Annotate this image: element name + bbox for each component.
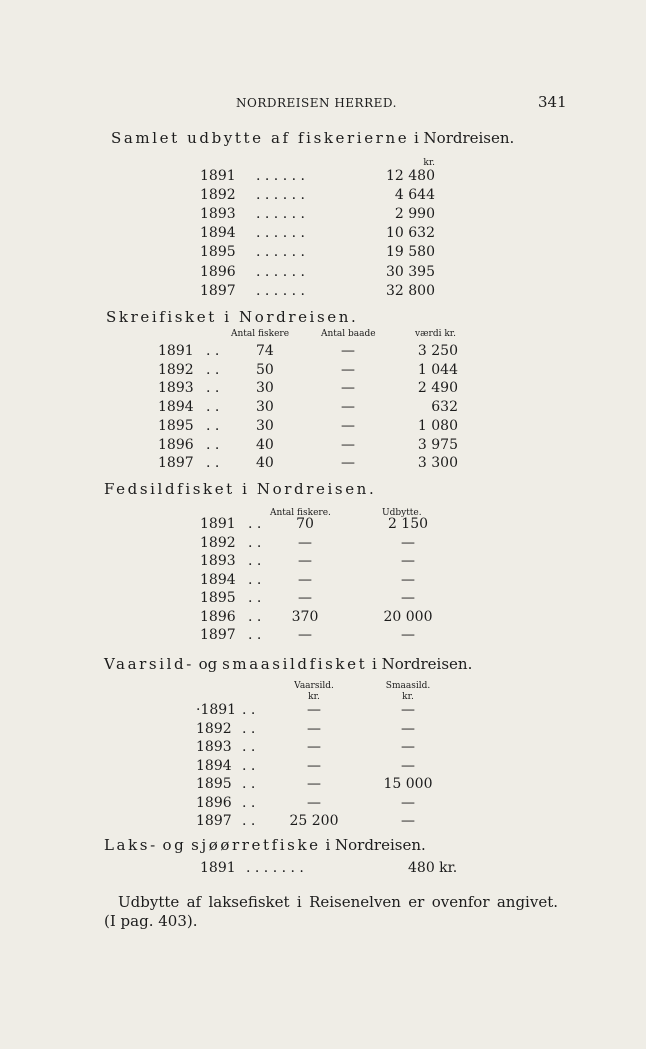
value-cell: 32 800 (386, 282, 435, 299)
vaarsild-cell: — (307, 776, 321, 792)
value-cell: 2 490 (417, 380, 458, 397)
title-spaced: Skreifisket i Nordreisen. (106, 308, 359, 326)
year-cell: 1895 (200, 590, 236, 606)
footer-line-1 (118, 893, 558, 911)
leader-dots: . . (242, 813, 256, 829)
col-udbytte: Udbytte. (382, 508, 422, 518)
leader-dots: . . (248, 590, 262, 606)
fishers-cell: 40 (256, 455, 274, 472)
leader-dots: . . . . . . (256, 206, 305, 223)
title-a: Laks- (104, 836, 158, 854)
year-cell: 1892 (200, 187, 236, 204)
vaarsild-cell: — (307, 720, 321, 737)
value-cell: 12 480 (386, 168, 435, 184)
year-cell: 1891 (200, 168, 236, 184)
leader-dots: . . (248, 608, 262, 625)
year-cell: 1895 (196, 776, 232, 792)
vaarsild-cell: — (307, 739, 321, 755)
year-cell: ·1891 (196, 702, 237, 718)
unit-vaarsild: kr. (308, 692, 320, 702)
word: af (186, 893, 202, 911)
fishers-cell: 70 (296, 516, 314, 532)
laks-year: 1891 (200, 860, 236, 876)
section-title-samlet (111, 129, 514, 147)
year-cell: 1891 (158, 343, 194, 359)
leader-dots: . . (242, 776, 256, 792)
smaasild-cell: — (401, 702, 415, 718)
leader-dots: . . . . . . (256, 187, 305, 204)
leader-dots: . . (242, 702, 256, 718)
vaarsild-cell: — (307, 794, 321, 811)
yield-cell: — (401, 627, 415, 643)
fishers-cell: — (298, 534, 312, 551)
word: angivet. (496, 893, 558, 911)
col-smaasild: Smaasild. (385, 681, 431, 691)
leader-dots: . . (206, 436, 220, 453)
col-vaerdi: værdi kr. (415, 329, 456, 339)
title-b: sjøørretfiske (191, 836, 321, 854)
word: er (408, 893, 425, 911)
year-cell: 1895 (200, 244, 236, 261)
fishers-cell: — (298, 553, 312, 569)
value-cell: 2 990 (394, 206, 435, 223)
yield-cell: — (401, 534, 415, 551)
leader-dots: . . . . . . (256, 282, 305, 299)
year-cell: 1893 (158, 380, 194, 397)
year-cell: 1894 (196, 757, 232, 774)
fishers-cell: 370 (291, 608, 319, 625)
leader-dots: . . (242, 739, 256, 755)
fishers-cell: — (298, 627, 312, 643)
year-cell: 1896 (196, 794, 232, 811)
fishers-cell: 30 (256, 417, 274, 434)
page-number: 341 (538, 93, 567, 111)
year-cell: 1896 (200, 263, 236, 280)
year-cell: 1895 (158, 417, 194, 434)
leader-dots: . . (206, 343, 220, 359)
leader-dots: . . (242, 720, 256, 737)
boats-cell: — (341, 361, 355, 378)
title-b: smaasildfisket (222, 655, 368, 673)
title-a: Vaarsild- (104, 655, 194, 673)
value-cell: 4 644 (394, 187, 435, 204)
year-cell: 1892 (158, 361, 194, 378)
yield-cell: — (401, 590, 415, 606)
col-antal-fiskere: Antal fiskere. (270, 508, 331, 518)
leader-dots: . . (248, 534, 262, 551)
value-cell: 10 632 (386, 225, 435, 242)
word: Udbytte (118, 893, 180, 911)
year-cell: 1893 (200, 553, 236, 569)
leader-dots: . . (248, 516, 262, 532)
title-rest: i Nordreisen. (413, 129, 515, 147)
leader-dots: . . (206, 455, 220, 472)
year-cell: 1894 (200, 225, 236, 242)
yield-cell: 2 150 (387, 516, 429, 532)
year-cell: 1893 (200, 206, 236, 223)
boats-cell: — (341, 455, 355, 472)
value-cell: 19 580 (386, 244, 435, 261)
title-rest: i Nordreisen. (372, 655, 473, 673)
section-title-laks (104, 836, 426, 854)
vaarsild-cell: — (307, 702, 321, 718)
leader-dots: . . (206, 361, 220, 378)
value-cell: 3 250 (417, 343, 458, 359)
col-antal-fiskere: Antal fiskere (231, 329, 290, 339)
vaarsild-cell: 25 200 (289, 813, 339, 829)
section-title-vaarsild (104, 655, 472, 673)
laks-dots: . . . . . . . (246, 860, 304, 876)
year-cell: 1896 (200, 608, 236, 625)
leader-dots: . . (206, 380, 220, 397)
title-spaced: Fedsildfisket i Nordreisen. (104, 480, 377, 498)
leader-dots: . . (248, 571, 262, 588)
col-antal-baade: Antal baade (321, 329, 376, 339)
value-cell: 3 975 (417, 436, 458, 453)
smaasild-cell: — (401, 757, 415, 774)
running-title: NORDREISEN HERRED. (236, 96, 397, 110)
fishers-cell: — (298, 590, 312, 606)
title-og: og (162, 836, 187, 854)
leader-dots: . . (248, 553, 262, 569)
year-cell: 1896 (158, 436, 194, 453)
smaasild-cell: — (401, 720, 415, 737)
boats-cell: — (341, 343, 355, 359)
leader-dots: . . (242, 757, 256, 774)
fishers-cell: 50 (256, 361, 274, 378)
section-title-skreifisket (106, 308, 358, 326)
fishers-cell: 74 (256, 343, 274, 359)
title-rest: i Nordreisen. (325, 836, 426, 854)
vaarsild-cell: — (307, 757, 321, 774)
fishers-cell: — (298, 571, 312, 588)
boats-cell: — (341, 417, 355, 434)
value-cell: 30 395 (386, 263, 435, 280)
boats-cell: — (341, 436, 355, 453)
year-cell: 1893 (196, 739, 232, 755)
smaasild-cell: — (401, 813, 415, 829)
boats-cell: — (341, 399, 355, 416)
value-cell: 1 044 (417, 361, 458, 378)
value-cell: 632 (431, 399, 458, 416)
value-cell: 3 300 (417, 455, 458, 472)
year-cell: 1892 (196, 720, 232, 737)
unit-smaasild: kr. (402, 692, 414, 702)
yield-cell: 20 000 (383, 608, 433, 625)
unit-label: kr. (423, 158, 435, 168)
col-vaarsild: Vaarsild. (294, 681, 334, 691)
value-cell: 1 080 (417, 417, 458, 434)
word: Reisenelven (309, 893, 401, 911)
year-cell: 1894 (200, 571, 236, 588)
year-cell: 1897 (200, 282, 236, 299)
leader-dots: . . . . . . (256, 225, 305, 242)
leader-dots: . . . . . . (256, 263, 305, 280)
yield-cell: — (401, 553, 415, 569)
word: ovenfor (431, 893, 490, 911)
year-cell: 1892 (200, 534, 236, 551)
yield-cell: — (401, 571, 415, 588)
smaasild-cell: — (401, 739, 415, 755)
footer-line-2: (I pag. 403). (104, 912, 198, 930)
fishers-cell: 40 (256, 436, 274, 453)
leader-dots: . . . . . . (256, 168, 305, 184)
year-cell: 1894 (158, 399, 194, 416)
year-cell: 1897 (200, 627, 236, 643)
smaasild-cell: — (401, 794, 415, 811)
leader-dots: . . (248, 627, 262, 643)
leader-dots: . . (206, 417, 220, 434)
year-cell: 1897 (158, 455, 194, 472)
section-title-fedsildfisket (104, 480, 376, 498)
laks-value: 480 kr. (408, 860, 458, 876)
smaasild-cell: 15 000 (383, 776, 433, 792)
word: laksefisket (208, 893, 290, 911)
fishers-cell: 30 (256, 380, 274, 397)
boats-cell: — (341, 380, 355, 397)
fishers-cell: 30 (256, 399, 274, 416)
word: i (296, 893, 302, 911)
leader-dots: . . . . . . (256, 244, 305, 261)
title-og: og (198, 655, 218, 673)
leader-dots: . . (242, 794, 256, 811)
leader-dots: . . (206, 399, 220, 416)
year-cell: 1897 (196, 813, 232, 829)
title-spaced: Samlet udbytte af fiskerierne (111, 129, 410, 147)
year-cell: 1891 (200, 516, 236, 532)
